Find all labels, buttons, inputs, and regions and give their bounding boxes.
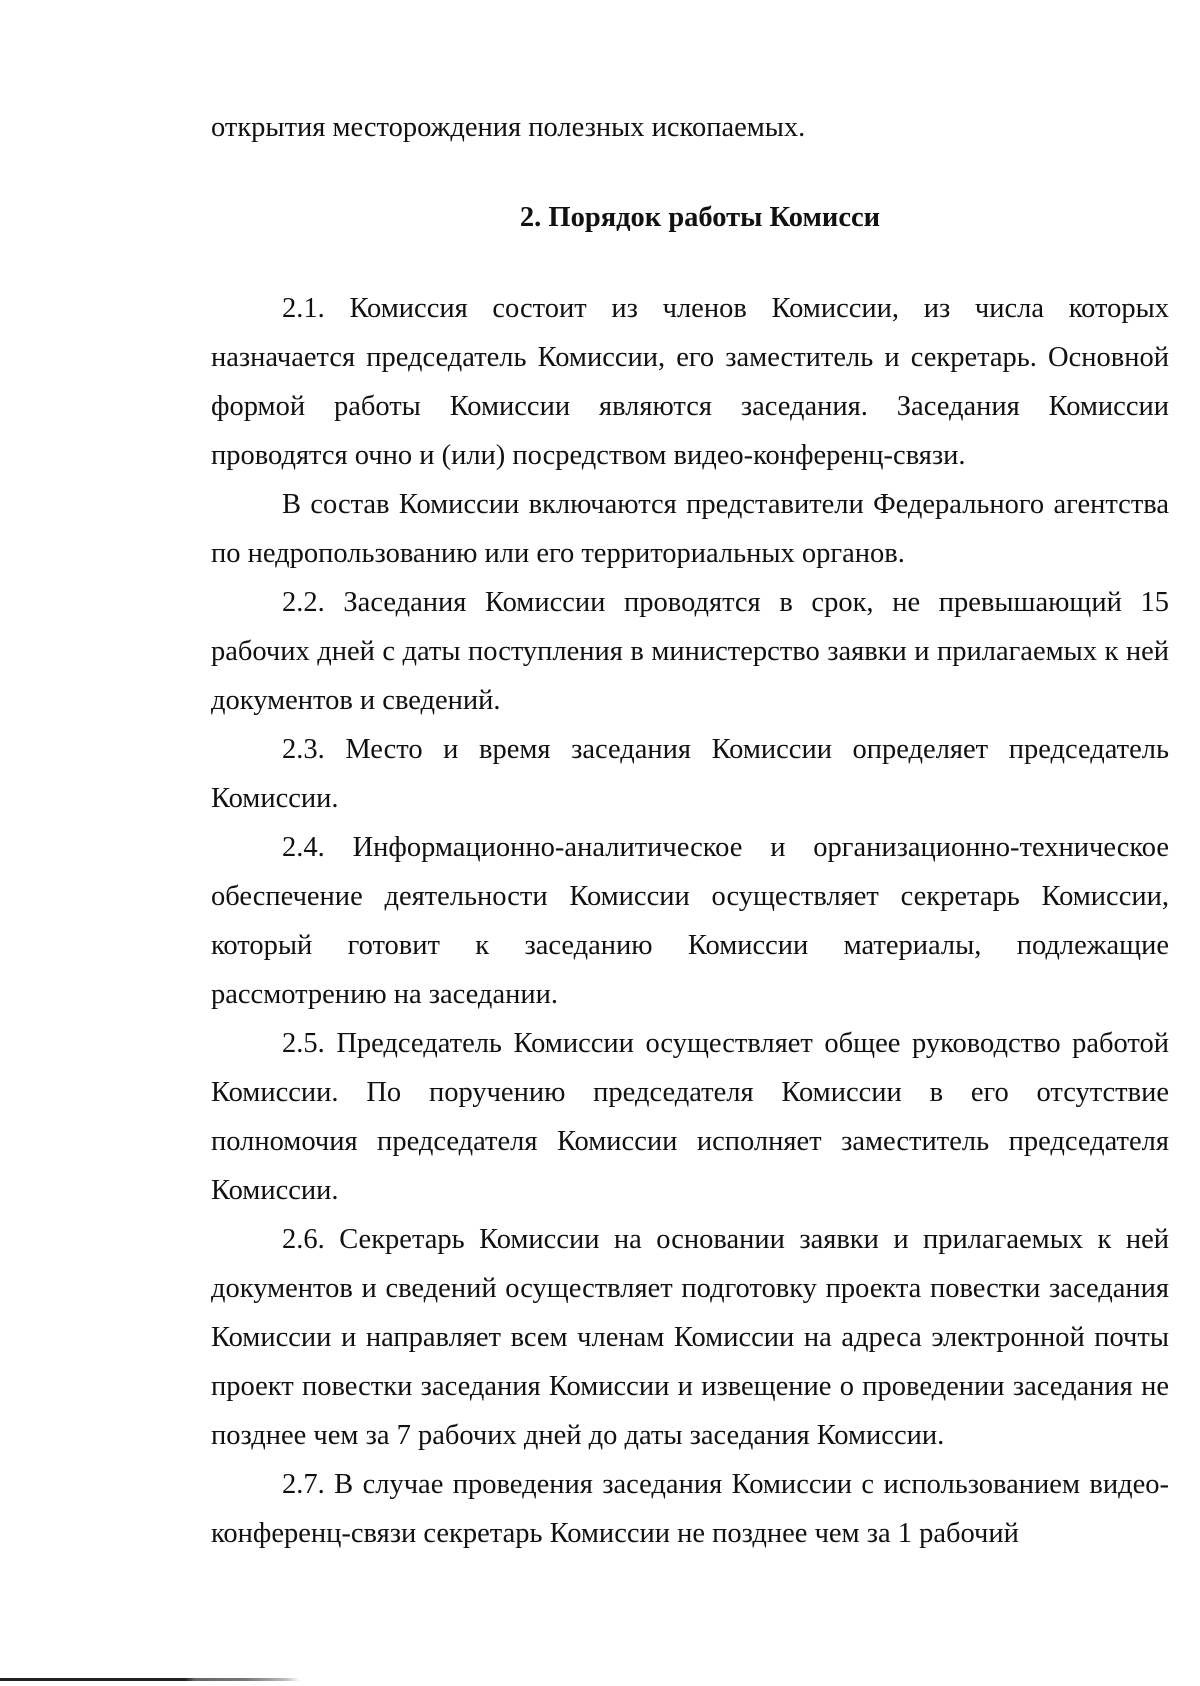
paragraph-2-3: 2.3. Место и время заседания Комиссии определяет председатель Комиссии. xyxy=(211,734,1169,814)
scan-edge-rule xyxy=(0,1678,300,1681)
paragraph-2-1: 2.1. Комиссия состоит из членов Комиссии, из числа которых назначается председатель Комиссии, его заместитель и секретарь. Основной формой работы Комиссии являются заседания. Заседания Комиссии проводятся очно и (или) посредством видео-конференц-связи. xyxy=(211,293,1169,471)
section-heading: 2. Порядок работы Комисси xyxy=(519,202,881,233)
paragraph-2-2: 2.2. Заседания Комиссии проводятся в срок, не превышающий 15 рабочих дней с даты поступления в министерство заявки и прилагаемых к ней документов и сведений. xyxy=(211,587,1169,716)
continuation-line: открытия месторождения полезных ископаемых. xyxy=(211,112,806,143)
paragraph-2-7: 2.7. В случае проведения заседания Комиссии с использованием видео-конференц-связи секретарь Комиссии не позднее чем за 1 рабочий xyxy=(211,1469,1169,1549)
paragraph-2-5: 2.5. Председатель Комиссии осуществляет общее руководство работой Комиссии. По поручению председателя Комиссии в его отсутствие полномочия председателя Комиссии исполняет заместитель председателя Комиссии. xyxy=(211,1028,1169,1206)
paragraph-commission-composition: В состав Комиссии включаются представители Федерального агентства по недропользованию или его территориальных органов. xyxy=(211,489,1169,569)
document-body xyxy=(211,103,1169,1558)
paragraph-2-6: 2.6. Секретарь Комиссии на основании заявки и прилагаемых к ней документов и сведений осуществляет подготовку проекта повестки заседания Комиссии и направляет всем членам Комиссии на адреса электронной почты проект повестки заседания Комиссии и извещение о проведении заседания не позднее чем за 7 рабочих дней до даты заседания Комиссии. xyxy=(211,1224,1169,1451)
paragraph-2-4: 2.4. Информационно-аналитическое и организационно-техническое обеспечение деятельности Комиссии осуществляет секретарь Комиссии, который готовит к заседанию Комиссии материалы, подлежащие рассмотрению на заседании. xyxy=(211,832,1169,1010)
